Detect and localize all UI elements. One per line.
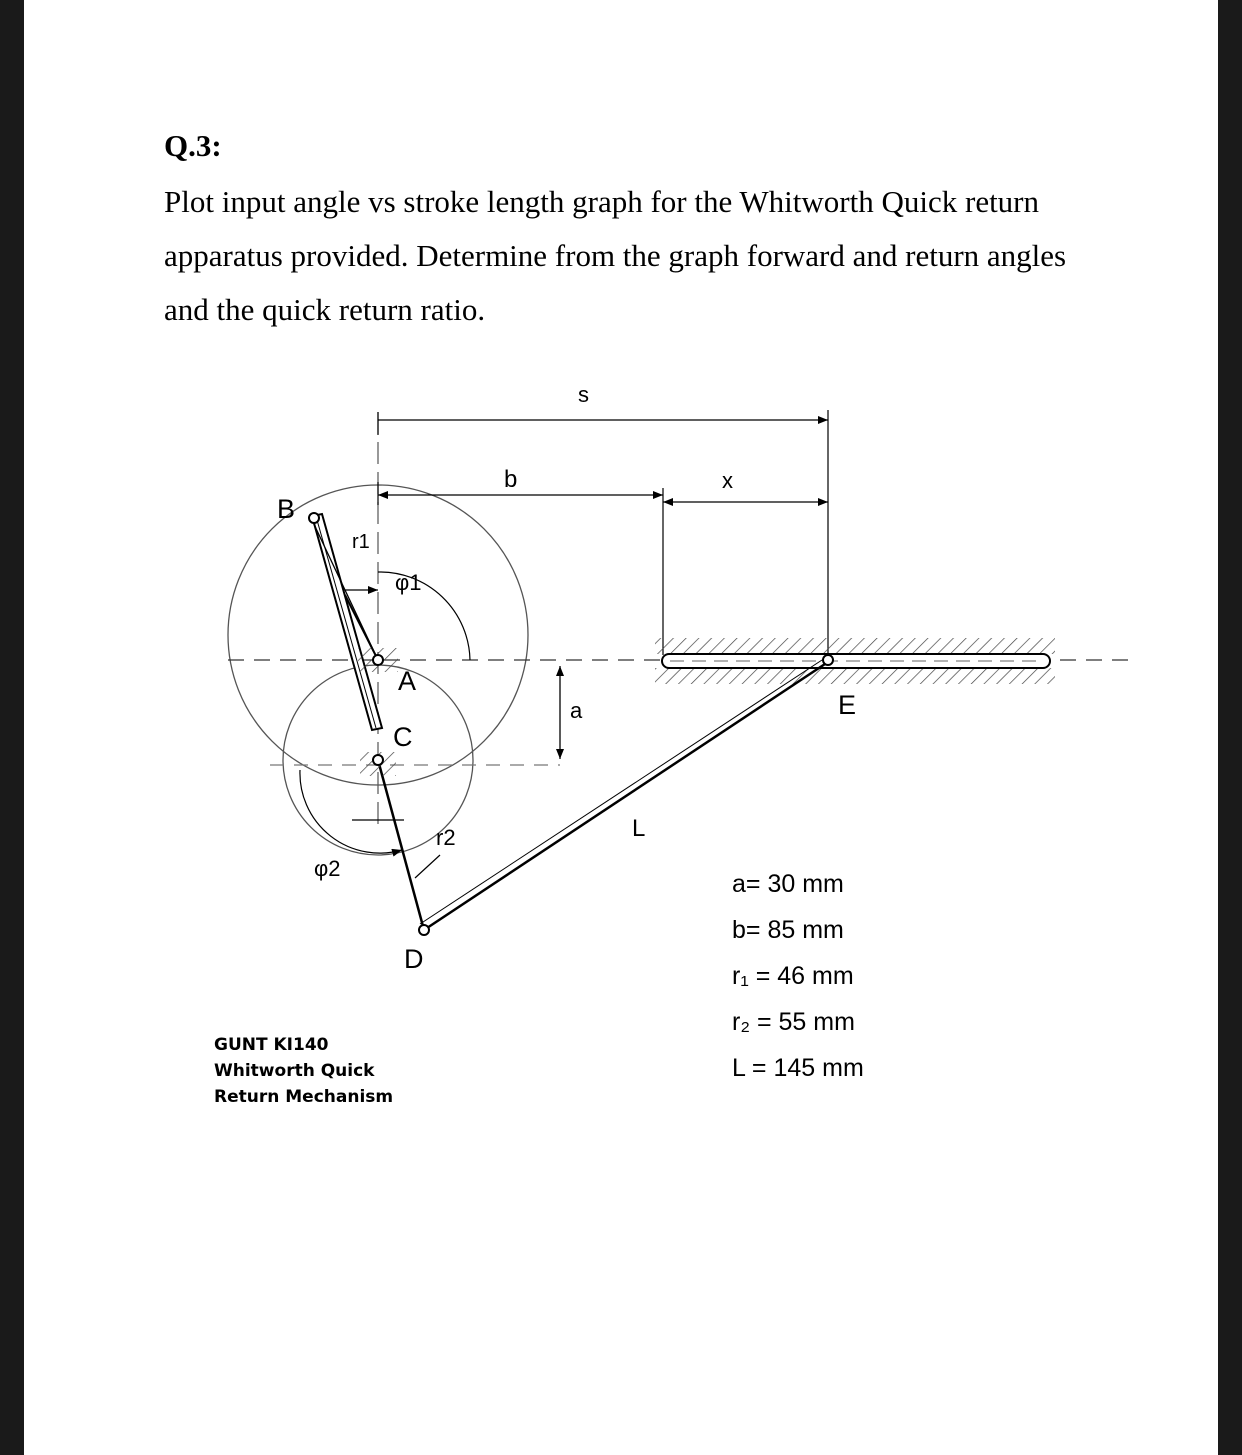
label-A: A [398, 666, 417, 696]
joint-A [373, 655, 383, 665]
joint-D [419, 925, 429, 935]
diagram-caption [214, 1032, 393, 1110]
label-B: B [277, 494, 296, 524]
guide-hatch-bottom [655, 668, 1055, 684]
label-s: s [578, 382, 589, 407]
param-r2: r₂ = 55 mm [732, 1008, 855, 1036]
label-x: x [722, 468, 733, 493]
param-r1: r₁ = 46 mm [732, 962, 854, 990]
parameter-list [732, 866, 864, 1096]
joint-B [309, 513, 319, 523]
guide-hatch-top [655, 638, 1055, 654]
joint-E [823, 655, 833, 665]
label-a: a [570, 698, 583, 723]
question-text-line-2: apparatus provided. Determine from the graph forward and return angles [164, 238, 1067, 273]
caption-line-1: GUNT KI140 [214, 1035, 329, 1055]
question-text-line-1: Plot input angle vs stroke length graph for the Whitworth Quick return [164, 184, 1040, 219]
label-C: C [393, 722, 413, 752]
label-r1: r1 [352, 531, 370, 553]
caption-line-2: Whitworth Quick [214, 1061, 375, 1081]
phi1-arc [378, 572, 470, 660]
lever-lower [378, 760, 424, 930]
whitworth-mechanism-diagram [24, 0, 1218, 1455]
joint-C [373, 755, 383, 765]
param-a: a= 30 mm [732, 870, 844, 898]
label-r2: r2 [436, 825, 456, 850]
param-L: L = 145 mm [732, 1054, 864, 1082]
label-phi1: φ1 [395, 570, 422, 595]
caption-line-3: Return Mechanism [214, 1087, 394, 1107]
question-text-line-3: and the quick return ratio. [164, 292, 486, 327]
label-D: D [404, 944, 424, 974]
document-page [24, 0, 1218, 1455]
label-phi2: φ2 [314, 856, 341, 881]
slotted-lever [312, 514, 382, 730]
question-number: Q.3: [164, 128, 222, 163]
label-b: b [504, 466, 518, 493]
label-L: L [632, 815, 646, 842]
label-E: E [838, 690, 857, 720]
param-b: b= 85 mm [732, 916, 844, 944]
